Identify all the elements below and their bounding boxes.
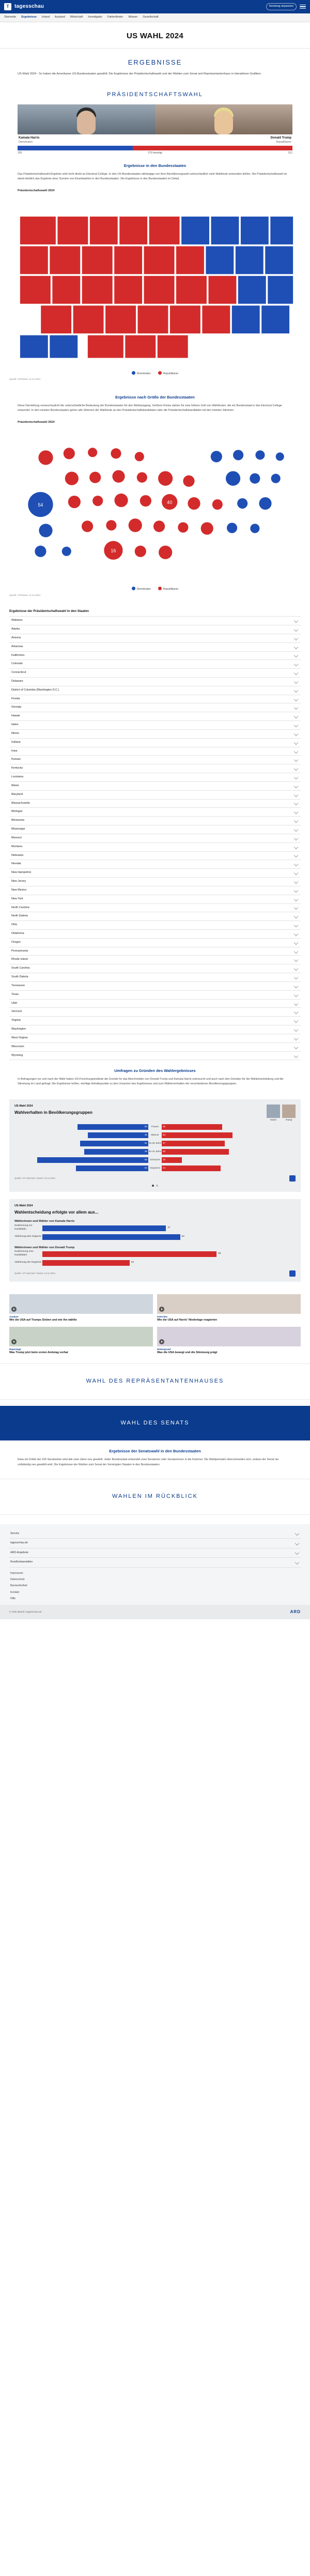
senate-band-title: WAHL DES SENATS: [0, 1406, 310, 1441]
chevron-down-icon[interactable]: [294, 853, 298, 857]
nav-item-4[interactable]: Investigativ: [88, 16, 102, 19]
svg-text:40: 40: [167, 500, 173, 505]
state-label: Montana: [11, 845, 22, 848]
carousel-dots[interactable]: [14, 1182, 296, 1187]
chevron-down-icon[interactable]: [294, 784, 298, 788]
list-item[interactable]: [9, 878, 301, 886]
list-item[interactable]: [9, 643, 301, 652]
presidential-band-title: PRÄSIDENTSCHAFTSWAHL: [107, 91, 203, 98]
list-item[interactable]: [9, 808, 301, 817]
state-label: Vermont: [11, 1010, 22, 1014]
list-item[interactable]: [9, 678, 301, 686]
footer-section-0[interactable]: Service: [9, 1529, 301, 1539]
chevron-down-icon[interactable]: [294, 940, 298, 944]
state-label: Utah: [11, 1001, 18, 1005]
chevron-down-icon[interactable]: [294, 845, 298, 849]
state-label: Indiana: [11, 740, 21, 744]
list-item[interactable]: [9, 904, 301, 913]
list-item[interactable]: [9, 791, 301, 800]
chart-row: 45 Männer 53: [14, 1132, 296, 1139]
chevron-down-icon[interactable]: [294, 697, 298, 701]
list-item[interactable]: [9, 800, 301, 808]
chevron-down-icon[interactable]: [294, 992, 298, 996]
chevron-down-icon[interactable]: [295, 1551, 299, 1555]
chart-row: 48 30-44 Jahre 50: [14, 1148, 296, 1155]
footer-link-4[interactable]: Hilfe: [10, 1597, 16, 1600]
teaser-kicker: Hintergrund: [157, 1347, 171, 1351]
candidate-photo-trump: [155, 104, 292, 134]
chart-module-population: [9, 1099, 301, 1192]
chevron-down-icon[interactable]: [294, 766, 298, 771]
state-label: Oklahoma: [11, 932, 24, 935]
list-item[interactable]: [9, 756, 301, 764]
state-label: Florida: [11, 697, 20, 700]
footer-section-2[interactable]: ARD-Angebote: [9, 1548, 301, 1558]
state-label: Colorado: [11, 662, 23, 666]
state-label: Wyoming: [11, 1053, 23, 1057]
electoral-bar-labels: [0, 150, 310, 155]
state-label: Tennessee: [11, 984, 25, 987]
chevron-down-icon[interactable]: [294, 923, 298, 927]
candidate-name-harris: Kamala Harris: [19, 136, 40, 140]
teaser-title[interactable]: Wie die USA auf Harris' Niederlage reagierten: [157, 1318, 218, 1322]
senate-states-title: Ergebnisse der Senatswahl in den Bundesstaaten: [109, 1449, 201, 1454]
state-label: Louisiana: [11, 775, 24, 779]
play-icon[interactable]: [159, 1339, 164, 1344]
state-label: Kalifornien: [11, 653, 25, 657]
list-item[interactable]: [9, 703, 301, 712]
module1-kicker: US-Wahl 2024: [14, 1104, 33, 1108]
footer-link-3[interactable]: Kontakt: [10, 1590, 19, 1594]
chevron-down-icon[interactable]: [294, 914, 298, 918]
chevron-down-icon[interactable]: [294, 680, 298, 684]
chevron-down-icon[interactable]: [294, 949, 298, 953]
list-item[interactable]: [9, 886, 301, 895]
chevron-down-icon[interactable]: [294, 1001, 298, 1005]
state-label: Oregon: [11, 940, 21, 944]
teaser-card-2[interactable]: [9, 1327, 153, 1355]
chevron-down-icon[interactable]: [294, 627, 298, 632]
us-map-svg[interactable]: [9, 195, 301, 367]
list-item[interactable]: [9, 660, 301, 669]
teaser-card-1[interactable]: [157, 1294, 301, 1323]
legend2-rep: Republikaner: [158, 587, 178, 591]
chevron-down-icon[interactable]: [294, 1019, 298, 1023]
chevron-down-icon[interactable]: [294, 706, 298, 710]
state-label: New Hampshire: [11, 871, 32, 875]
state-label: Nevada: [11, 862, 21, 866]
teaser-thumbnail[interactable]: [9, 1327, 153, 1346]
chevron-down-icon[interactable]: [294, 888, 298, 893]
teaser-card-3[interactable]: [157, 1327, 301, 1355]
chevron-down-icon[interactable]: [294, 714, 298, 718]
brand-mark-icon[interactable]: T: [4, 3, 11, 10]
chevron-down-icon[interactable]: [294, 958, 298, 962]
module2-source: Quelle: AP VoteCast / Stand: 12.11.2024: [14, 1271, 55, 1275]
chevron-down-icon[interactable]: [294, 1045, 298, 1049]
candidate-harris: [18, 104, 155, 144]
module1-title: Wahlverhalten in Bevölkerungsgruppen: [14, 1110, 92, 1115]
chevron-down-icon[interactable]: [294, 775, 298, 779]
list-item[interactable]: [9, 1000, 301, 1008]
group1-label: Wählerinnen und Wähler von Kamala Harris: [14, 1220, 75, 1223]
state-label: Georgia: [11, 706, 22, 709]
state-label: Missouri: [11, 836, 22, 839]
state-label: Iowa: [11, 749, 18, 753]
teaser-title[interactable]: Wie die USA auf Trumps Sieben und wie ihn wählte: [9, 1318, 77, 1322]
senate-states-text: Etwa ein Drittel der 100 Senatssitze wird alle zwei Jahre neu gewählt. Jeder Bundesstaat entsendet zwei Senatoren oder Senatorinnen in die Kammer. Die Wahlperioden überschneiden sich, sodass der Senat nie vollständig neu gewählt wird. Die Ergebnisse der Wahlen zum Senat der Vereinigten Staaten in den Bundesstaaten.: [18, 1458, 279, 1466]
svg-text:54: 54: [38, 502, 43, 508]
list-item[interactable]: [9, 721, 301, 730]
footer-link-1[interactable]: Datenschutz: [10, 1578, 25, 1582]
legend2-dem: Demokraten: [132, 587, 151, 591]
group2-label: Wählerinnen und Wähler von Donald Trump: [14, 1246, 75, 1249]
list-item[interactable]: [9, 669, 301, 678]
house-band-title: WAHL DES REPRÄSENTANTENHAUSES: [0, 1363, 310, 1400]
state-label: Wisconsin: [11, 1045, 24, 1048]
state-label: Maryland: [11, 792, 23, 796]
candidate-trump: [155, 104, 292, 144]
list-item[interactable]: [9, 1052, 301, 1061]
map1-legend: [0, 369, 310, 377]
electors-threshold: 270 benötigt: [148, 151, 162, 155]
list-item[interactable]: [9, 843, 301, 852]
module1-face-trump: Trump: [282, 1105, 296, 1122]
list-item[interactable]: [9, 782, 301, 791]
list-item[interactable]: [9, 895, 301, 904]
chart-module-decision: [9, 1199, 301, 1282]
burger-menu-icon[interactable]: [300, 5, 306, 9]
state-label: North Dakota: [11, 914, 28, 918]
state-label: Kentucky: [11, 766, 23, 770]
state-label: Connecticut: [11, 671, 26, 674]
teaser-thumbnail[interactable]: [9, 1294, 153, 1314]
teaser-thumbnail[interactable]: [157, 1327, 301, 1346]
candidate-party-harris: Demokraten: [19, 140, 33, 144]
footer-section-1[interactable]: tagesschau.de: [9, 1539, 301, 1548]
electors-rep: 312: [288, 151, 292, 155]
state-label: Virginia: [11, 1019, 21, 1022]
teaser-grid: [0, 1289, 310, 1357]
us-bubble-map[interactable]: [0, 425, 310, 585]
candidate-party-trump: Republikaner: [276, 140, 291, 144]
list-item[interactable]: [9, 939, 301, 947]
list-item[interactable]: [9, 817, 301, 825]
footer-link-0[interactable]: Impressum: [10, 1571, 23, 1575]
chevron-down-icon[interactable]: [294, 880, 298, 884]
state-label: South Carolina: [11, 967, 30, 970]
nav-item-0[interactable]: Startseite: [4, 16, 17, 19]
chart-row: 51 18-29 Jahre 47: [14, 1140, 296, 1147]
page-title: US WAHL 2024: [126, 31, 184, 40]
state-label: Minnesota: [11, 819, 24, 822]
teaser-kicker: Interview: [157, 1315, 167, 1318]
nav-item-7[interactable]: Gesellschaft: [143, 16, 159, 19]
states-list-heading: Ergebnisse der Präsidentschaftswahl in den Staaten: [9, 609, 89, 614]
footer: [0, 1524, 310, 1605]
list-item[interactable]: [9, 930, 301, 939]
chart-row: 53 Frauen 45: [14, 1124, 296, 1130]
list-item[interactable]: [9, 712, 301, 721]
us-bubble-map-svg[interactable]: [9, 426, 301, 582]
chevron-down-icon[interactable]: [294, 619, 298, 623]
map1-title: Ergebnisse in den Bundesstaaten: [123, 163, 187, 168]
list-item[interactable]: [9, 860, 301, 869]
list-item[interactable]: [9, 982, 301, 991]
list-item[interactable]: [9, 1043, 301, 1052]
copyright: © ARD-aktuell / tagesschau.de: [9, 1610, 42, 1613]
list-item[interactable]: [9, 825, 301, 834]
candidate-photo-harris: [18, 104, 155, 134]
chevron-down-icon[interactable]: [294, 1036, 298, 1040]
list-item[interactable]: [9, 747, 301, 756]
list-item[interactable]: [9, 1017, 301, 1025]
carousel-dot-1[interactable]: [152, 1185, 154, 1187]
share-icon[interactable]: [289, 1270, 296, 1277]
electoral-bar: [18, 146, 292, 150]
list-item[interactable]: [9, 991, 301, 1000]
list-item[interactable]: [9, 852, 301, 861]
nav-item-2[interactable]: Ausland: [54, 16, 65, 19]
list-item[interactable]: [9, 912, 301, 921]
teaser-kicker: Reportage: [9, 1347, 21, 1351]
page-title-band: [0, 22, 310, 49]
map2-source: Quelle: AP/Stand: 12.11.2024: [9, 593, 41, 596]
nav-item-3[interactable]: Wirtschaft: [70, 16, 83, 19]
state-label: Maine: [11, 784, 19, 787]
list-item[interactable]: [9, 1025, 301, 1034]
chevron-down-icon[interactable]: [294, 758, 298, 762]
list-item[interactable]: [9, 964, 301, 973]
play-icon[interactable]: [11, 1339, 17, 1344]
candidates-row: [0, 104, 310, 144]
state-label: Arizona: [11, 636, 21, 639]
state-label: Michigan: [11, 810, 23, 814]
chart-row: 54 Hispanics 44: [14, 1165, 296, 1172]
chevron-down-icon[interactable]: [294, 801, 298, 805]
carousel-dot-2[interactable]: [156, 1185, 158, 1187]
list-item[interactable]: [9, 634, 301, 643]
nav-item-ergebnisse[interactable]: Ergebnisse: [21, 16, 37, 19]
chevron-down-icon[interactable]: [294, 723, 298, 727]
state-label: Delaware: [11, 679, 23, 683]
chevron-down-icon[interactable]: [294, 984, 298, 988]
candidate-name-trump: Donald Trump: [270, 136, 291, 140]
nav-item-5[interactable]: Faktenfinder: [107, 16, 123, 19]
chevron-down-icon[interactable]: [294, 671, 298, 675]
list-item[interactable]: [9, 773, 301, 782]
footer-bottom: [0, 1605, 310, 1619]
state-label: New Mexico: [11, 888, 27, 892]
chevron-down-icon[interactable]: [294, 810, 298, 814]
module2-title: Wahlentscheidung erfolgte vor allem aus...: [14, 1209, 99, 1215]
electors-dem: 226: [18, 151, 22, 155]
list-item[interactable]: [9, 1008, 301, 1017]
state-label: New York: [11, 897, 23, 900]
state-label: District of Columbia (Washington D.C.): [11, 688, 59, 692]
list-item[interactable]: [9, 739, 301, 747]
list-item[interactable]: [9, 652, 301, 661]
teaser-kicker: Analyse: [9, 1315, 19, 1318]
chevron-down-icon[interactable]: [294, 645, 298, 649]
state-label: North Carolina: [11, 906, 29, 909]
list-item[interactable]: [9, 764, 301, 773]
legend-rep: Republikaner: [158, 371, 178, 376]
chart-row: Ablehnung des Gegners 52: [14, 1234, 296, 1240]
state-label: Kansas: [11, 758, 21, 761]
list-item[interactable]: [9, 956, 301, 964]
chevron-down-icon[interactable]: [294, 662, 298, 666]
list-item[interactable]: [9, 973, 301, 982]
ard-logo[interactable]: ARD: [290, 1609, 301, 1615]
list-item[interactable]: [9, 617, 301, 625]
top-header: [0, 0, 310, 13]
list-item[interactable]: [9, 947, 301, 956]
surveys-heading: Umfragen zu Gründen des Wahlergebnisses: [114, 1068, 196, 1074]
module2-kicker: US-Wahl 2024: [14, 1204, 33, 1208]
chevron-down-icon[interactable]: [294, 967, 298, 971]
header-right-group: [266, 3, 306, 10]
state-label: Rhode Island: [11, 958, 28, 961]
chevron-down-icon[interactable]: [294, 792, 298, 796]
chevron-down-icon[interactable]: [294, 932, 298, 936]
chevron-down-icon[interactable]: [294, 688, 298, 692]
list-item[interactable]: [9, 730, 301, 739]
footer-link-2[interactable]: Barrierefreiheit: [10, 1584, 27, 1588]
states-accordion: [9, 616, 301, 1060]
chevron-down-icon[interactable]: [295, 1560, 299, 1565]
chart-row: 83 Schwarze 15: [14, 1157, 296, 1163]
teaser-title[interactable]: Was Trump jetzt beim ersten Amtstag vorhat: [9, 1351, 68, 1355]
svg-text:16: 16: [111, 548, 116, 554]
chevron-down-icon[interactable]: [294, 1053, 298, 1057]
nav-item-6[interactable]: Wissen: [128, 16, 138, 19]
list-item[interactable]: [9, 869, 301, 878]
state-label: Alaska: [11, 627, 20, 631]
chart-row: Ablehnung der Gegnerin 33: [14, 1260, 296, 1266]
map2-title: Ergebnisse nach Größe der Bundesstaaten: [115, 394, 195, 400]
map1-text: Das Präsidentschaftswahl-Ergebnis wird nicht direkt an Electoral College. In den US-Bundesstaaten abhängige von ihrer Bevölkerungszahl unterschiedlich viele Wahlleute entsenden dürfen. Die Präsidentschaftswahl ist damit letztlich das Ergebnis einer Summe von Einzelwahlen in den Bundesstaaten. Die Ergebnisse in den Bundesstaaten im Detail.: [18, 173, 287, 181]
list-item[interactable]: [9, 921, 301, 930]
results-heading: ERGEBNISSE: [128, 58, 182, 66]
teaser-title[interactable]: Was die USA bewegt und die Stimmung prägt: [157, 1351, 218, 1355]
footer-section-3[interactable]: Rundfunkanstalten: [9, 1558, 301, 1568]
chevron-down-icon[interactable]: [294, 1010, 298, 1014]
state-label: West Virginia: [11, 1036, 28, 1039]
chevron-down-icon[interactable]: [294, 636, 298, 640]
map1-chart-label: Präsidentschaftswahl 2024: [18, 189, 55, 193]
map2-text: Diese Darstellung veranschaulicht die unterschiedliche Bedeutung der Bundesstaaten für den Wahlausgang. Größere Kreise stehen für eine höhere Zahl von Wahlleuten, die ein Bundesstaat in das Electoral College entsendet. In den meisten Bundesstaaten gehen alle Stimmen der Wahlleute an den Präsidentschaftskandidaten oder die Präsidentschaftskandidatin mit den meisten Stimmen.: [18, 404, 282, 412]
chevron-down-icon[interactable]: [294, 653, 298, 657]
state-label: South Dakota: [11, 975, 28, 979]
chevron-down-icon[interactable]: [294, 1028, 298, 1032]
play-icon[interactable]: [159, 1307, 164, 1312]
state-label: New Jersey: [11, 880, 26, 883]
sendung-anpassen-button[interactable]: Sendung anpassen: [266, 3, 297, 10]
chevron-down-icon[interactable]: [294, 740, 298, 744]
chevron-down-icon[interactable]: [295, 1531, 299, 1536]
chevron-down-icon[interactable]: [294, 732, 298, 736]
main-navigation: [0, 13, 310, 22]
state-label: Hawaii: [11, 714, 20, 718]
chevron-down-icon[interactable]: [294, 975, 298, 979]
state-label: Illinois: [11, 731, 19, 735]
play-icon[interactable]: [11, 1307, 17, 1312]
module1-face-harris: Harris: [267, 1105, 280, 1122]
history-band-title: WAHLEN IM RÜCKBLICK: [0, 1479, 310, 1515]
chevron-down-icon[interactable]: [295, 1541, 299, 1545]
chevron-down-icon[interactable]: [294, 749, 298, 753]
state-label: Idaho: [11, 723, 19, 727]
list-item[interactable]: [9, 1034, 301, 1043]
share-icon[interactable]: [289, 1175, 296, 1182]
chevron-down-icon[interactable]: [294, 906, 298, 910]
state-label: Pennsylvania: [11, 949, 28, 953]
diverging-bar-chart: [14, 1122, 296, 1172]
state-label: Alabama: [11, 619, 23, 622]
chevron-down-icon[interactable]: [294, 827, 298, 832]
chart-row: Zustimmung zum Kandidaten 66: [14, 1250, 221, 1257]
surveys-text: In Befragungen vor und nach der Wahl haben US-Forschungsinstitute die Gründe für das Abschneiden von Donald Trump und Kamala Harris untersucht und auch nach den Gründen für die Wahlentscheidung und die Stimmung im Land gefragt. Die Ergebnisse helfen, wichtige Anhaltspunkte zu den Ursachen des Ergebnisses und zum Wählerverhalten der verschiedenen Bevölkerungsgruppen.: [18, 1078, 284, 1086]
state-label: Mississippi: [11, 827, 25, 831]
state-label: Washington: [11, 1028, 26, 1031]
nav-item-1[interactable]: Inland: [41, 16, 50, 19]
chevron-down-icon[interactable]: [294, 819, 298, 823]
footer-links: [9, 1568, 301, 1605]
map1-source: Quelle: AP/Stand: 12.11.2024: [9, 378, 41, 381]
state-label: Arkansas: [11, 645, 23, 648]
map2-legend: [0, 585, 310, 592]
state-label: Massachusetts: [11, 801, 30, 805]
chevron-down-icon[interactable]: [294, 862, 298, 866]
chevron-down-icon[interactable]: [294, 897, 298, 901]
chevron-down-icon[interactable]: [294, 836, 298, 840]
chevron-down-icon[interactable]: [294, 871, 298, 875]
legend-dem: Demokraten: [132, 371, 151, 376]
list-item[interactable]: [9, 834, 301, 843]
teaser-card-0[interactable]: [9, 1294, 153, 1323]
list-item[interactable]: [9, 625, 301, 634]
us-choropleth-map[interactable]: [0, 194, 310, 369]
state-label: Ohio: [11, 923, 18, 927]
list-item[interactable]: [9, 686, 301, 695]
module1-source: Quelle: AP VoteCast / Stand: 12.11.2024: [14, 1176, 55, 1179]
state-label: Texas: [11, 992, 19, 996]
list-item[interactable]: [9, 695, 301, 704]
chart-row: Zustimmung zur Kandidatin 47: [14, 1224, 171, 1231]
teaser-thumbnail[interactable]: [157, 1294, 301, 1314]
brand-title[interactable]: tagesschau: [14, 3, 44, 9]
map2-chart-label: Präsidentschaftswahl 2024: [18, 421, 55, 424]
results-intro: US-Wahl 2024 - So haben die Amerikaner US-Bundesstaaten gewählt: Die Ergebnisse der Präsidentschaftswahl und der Wahlen zum Senat und Repräsentantenhaus in interaktiven Grafiken.: [18, 72, 262, 75]
state-label: Nebraska: [11, 853, 24, 857]
